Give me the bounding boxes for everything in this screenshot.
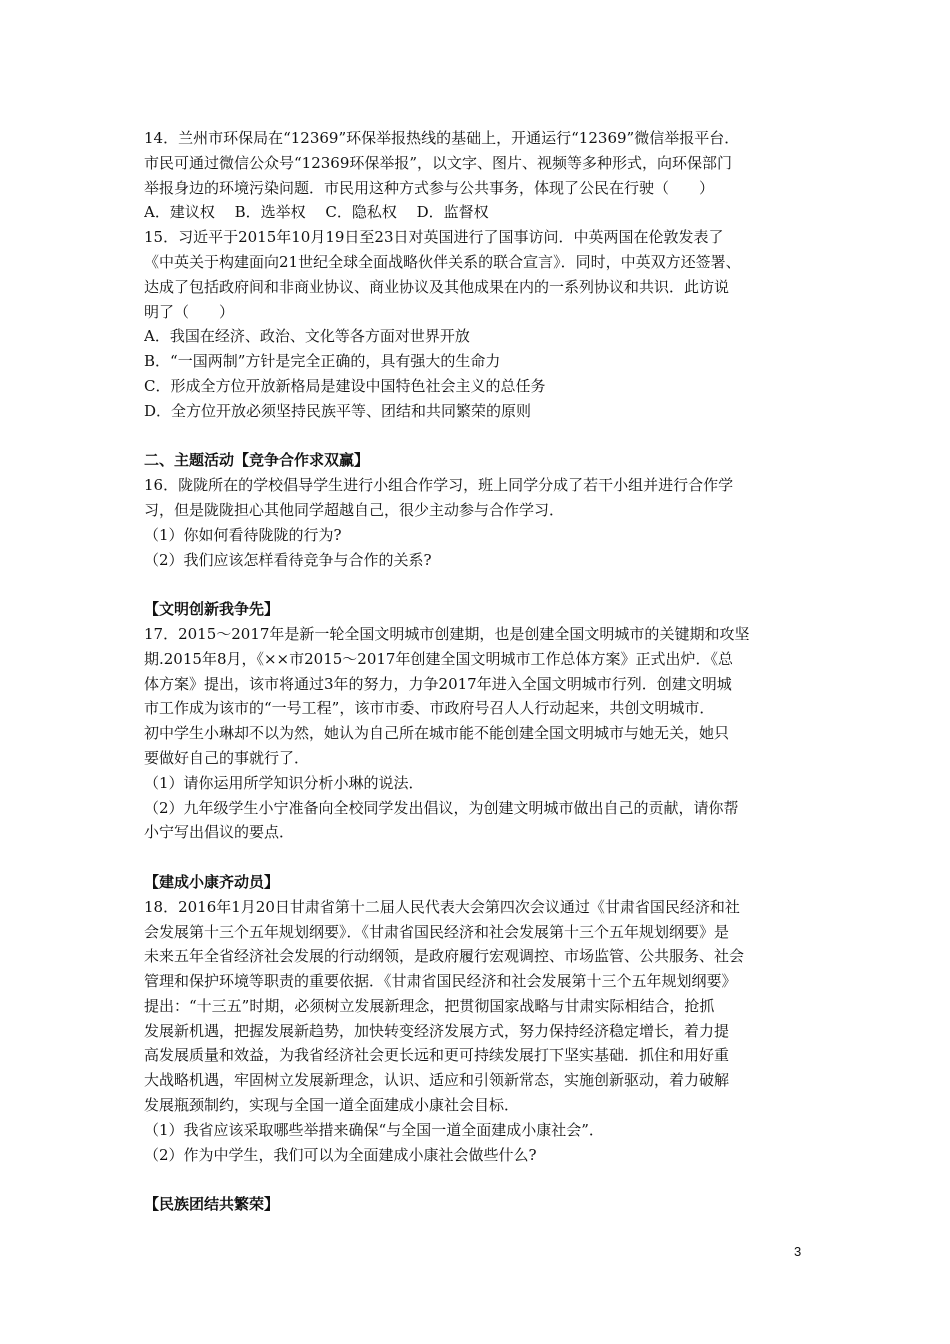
question-17-line-6: 要做好自己的事就行了． (144, 748, 310, 767)
question-17-line-5: 初中学生小琳却不以为然，她认为自己所在城市能不能创建全国文明城市与她无关，她只 (144, 724, 730, 743)
question-18-line-1: 18．2016年1月20日甘肃省第十二届人民代表大会第四次会议通过《甘肃省国民经济和社 (144, 897, 740, 916)
question-14-line-2: 市民可通过微信公众号“12369环保举报”，以文字、图片、视频等多种形式，向环保部门 (144, 153, 733, 172)
question-15-line-4: 明了（ ） (144, 302, 235, 321)
question-15 (144, 225, 814, 423)
question-16-sub-2: （2）我们应该怎样看待竞争与合作的关系? (144, 550, 432, 569)
spacer (144, 572, 814, 597)
page-content (144, 126, 814, 1217)
section-heading-competition: 二、主题活动【竞争合作求双赢】 (144, 451, 370, 470)
question-16-sub-1: （1）你如何看待陇陇的行为? (144, 525, 342, 544)
question-14-line-3: 举报身边的环境污染问题．市民用这种方式参与公共事务，体现了公民在行驶（ ） (144, 178, 715, 197)
spacer (144, 845, 814, 870)
question-18-line-9: 发展瓶颈制约，实现与全国一道全面建成小康社会目标． (144, 1096, 520, 1115)
question-17-sub-2-cont: 小宁写出倡议的要点． (144, 823, 295, 842)
section-heading-ethnic-unity: 【民族团结共繁荣】 (144, 1195, 280, 1214)
question-15-option-c: C．形成全方位开放新格局是建设中国特色社会主义的总任务 (144, 376, 546, 395)
question-18-line-7: 高发展质量和效益，为我省经济社会更长远和更可持续发展打下坚实基础．抓住和用好重 (144, 1046, 730, 1065)
question-15-line-1: 15．习近平于2015年10月19日至23日对英国进行了国事访问．中英两国在伦敦发表了 (144, 228, 724, 247)
question-18-line-2: 会发展第十三个五年规划纲要》．《甘肃省国民经济和社会发展第十三个五年规划纲要》是 (144, 922, 730, 941)
question-17-line-2: 期.2015年8月，《××市2015～2017年创建全国文明城市工作总体方案》正式出炉．《总 (144, 649, 733, 668)
question-18-line-8: 大战略机遇，牢固树立发展新理念，认识、适应和引领新常态，实施创新驱动，着力破解 (144, 1071, 730, 1090)
question-18-sub-2: （2）作为中学生，我们可以为全面建成小康社会做些什么? (144, 1145, 537, 1164)
question-15-line-2: 《中英关于构建面向21世纪全球全面战略伙伴关系的联合宣言》．同时，中英双方还签署、 (144, 252, 741, 271)
section-heading-xiaokang: 【建成小康齐动员】 (144, 872, 280, 891)
question-17-sub-1: （1）请你运用所学知识分析小琳的说法． (144, 773, 424, 792)
question-16-line-1: 16．陇陇所在的学校倡导学生进行小组合作学习，班上同学分成了若干小组并进行合作学 (144, 476, 734, 495)
question-18-line-6: 发展新机遇，把握发展新趋势，加快转变经济发展方式，努力保持经济稳定增长，着力提 (144, 1021, 730, 1040)
question-17-line-4: 市工作成为该市的“一号工程”，该市市委、市政府号召人人行动起来，共创文明城市． (144, 699, 715, 718)
question-17-line-3: 体方案》提出，该市将通过3年的努力，力争2017年进入全国文明城市行列．创建文明城 (144, 674, 732, 693)
question-16 (144, 473, 814, 572)
question-15-line-3: 达成了包括政府间和非商业协议、商业协议及其他成果在内的一系列协议和共识．此访说 (144, 277, 730, 296)
section-heading-civilization: 【文明创新我争先】 (144, 600, 280, 619)
question-16-line-2: 习，但是陇陇担心其他同学超越自己，很少主动参与合作学习． (144, 500, 565, 519)
question-18 (144, 895, 814, 1168)
question-15-option-d: D．全方位开放必须坚持民族平等、团结和共同繁荣的原则 (144, 401, 532, 420)
question-14-line-1: 14．兰州市环保局在“12369”环保举报热线的基础上，开通运行“12369”微信举报平台． (144, 129, 740, 147)
question-18-line-4: 管理和保护环境等职责的重要依据．《甘肃省国民经济和社会发展第十三个五年规划纲要》 (144, 972, 737, 991)
question-17-line-1: 17．2015～2017年是新一轮全国文明城市创建期，也是创建全国文明城市的关键期和攻坚 (144, 624, 750, 643)
question-18-line-3: 未来五年全省经济社会发展的行动纲领，是政府履行宏观调控、市场监管、公共服务、社会 (144, 947, 745, 966)
question-17-sub-2: （2）九年级学生小宁准备向全校同学发出倡议，为创建文明城市做出自己的贡献，请你帮 (144, 798, 739, 817)
question-17 (144, 622, 814, 845)
question-18-sub-1: （1）我省应该采取哪些举措来确保“与全国一道全面建成小康社会”． (144, 1120, 604, 1139)
spacer (144, 424, 814, 449)
question-15-option-b: B．“一国两制”方针是完全正确的，具有强大的生命力 (144, 352, 501, 371)
question-15-option-a: A．我国在经济、政治、文化等各方面对世界开放 (144, 327, 470, 346)
question-14-options: A．建议权 B．选举权 C．隐私权 D．监督权 (144, 203, 489, 222)
spacer (144, 1167, 814, 1192)
page-number: 3 (794, 1244, 802, 1259)
question-14 (144, 126, 814, 225)
question-18-line-5: 提出：“十三五”时期，必须树立发展新理念，把贯彻国家战略与甘肃实际相结合，抢抓 (144, 996, 715, 1015)
